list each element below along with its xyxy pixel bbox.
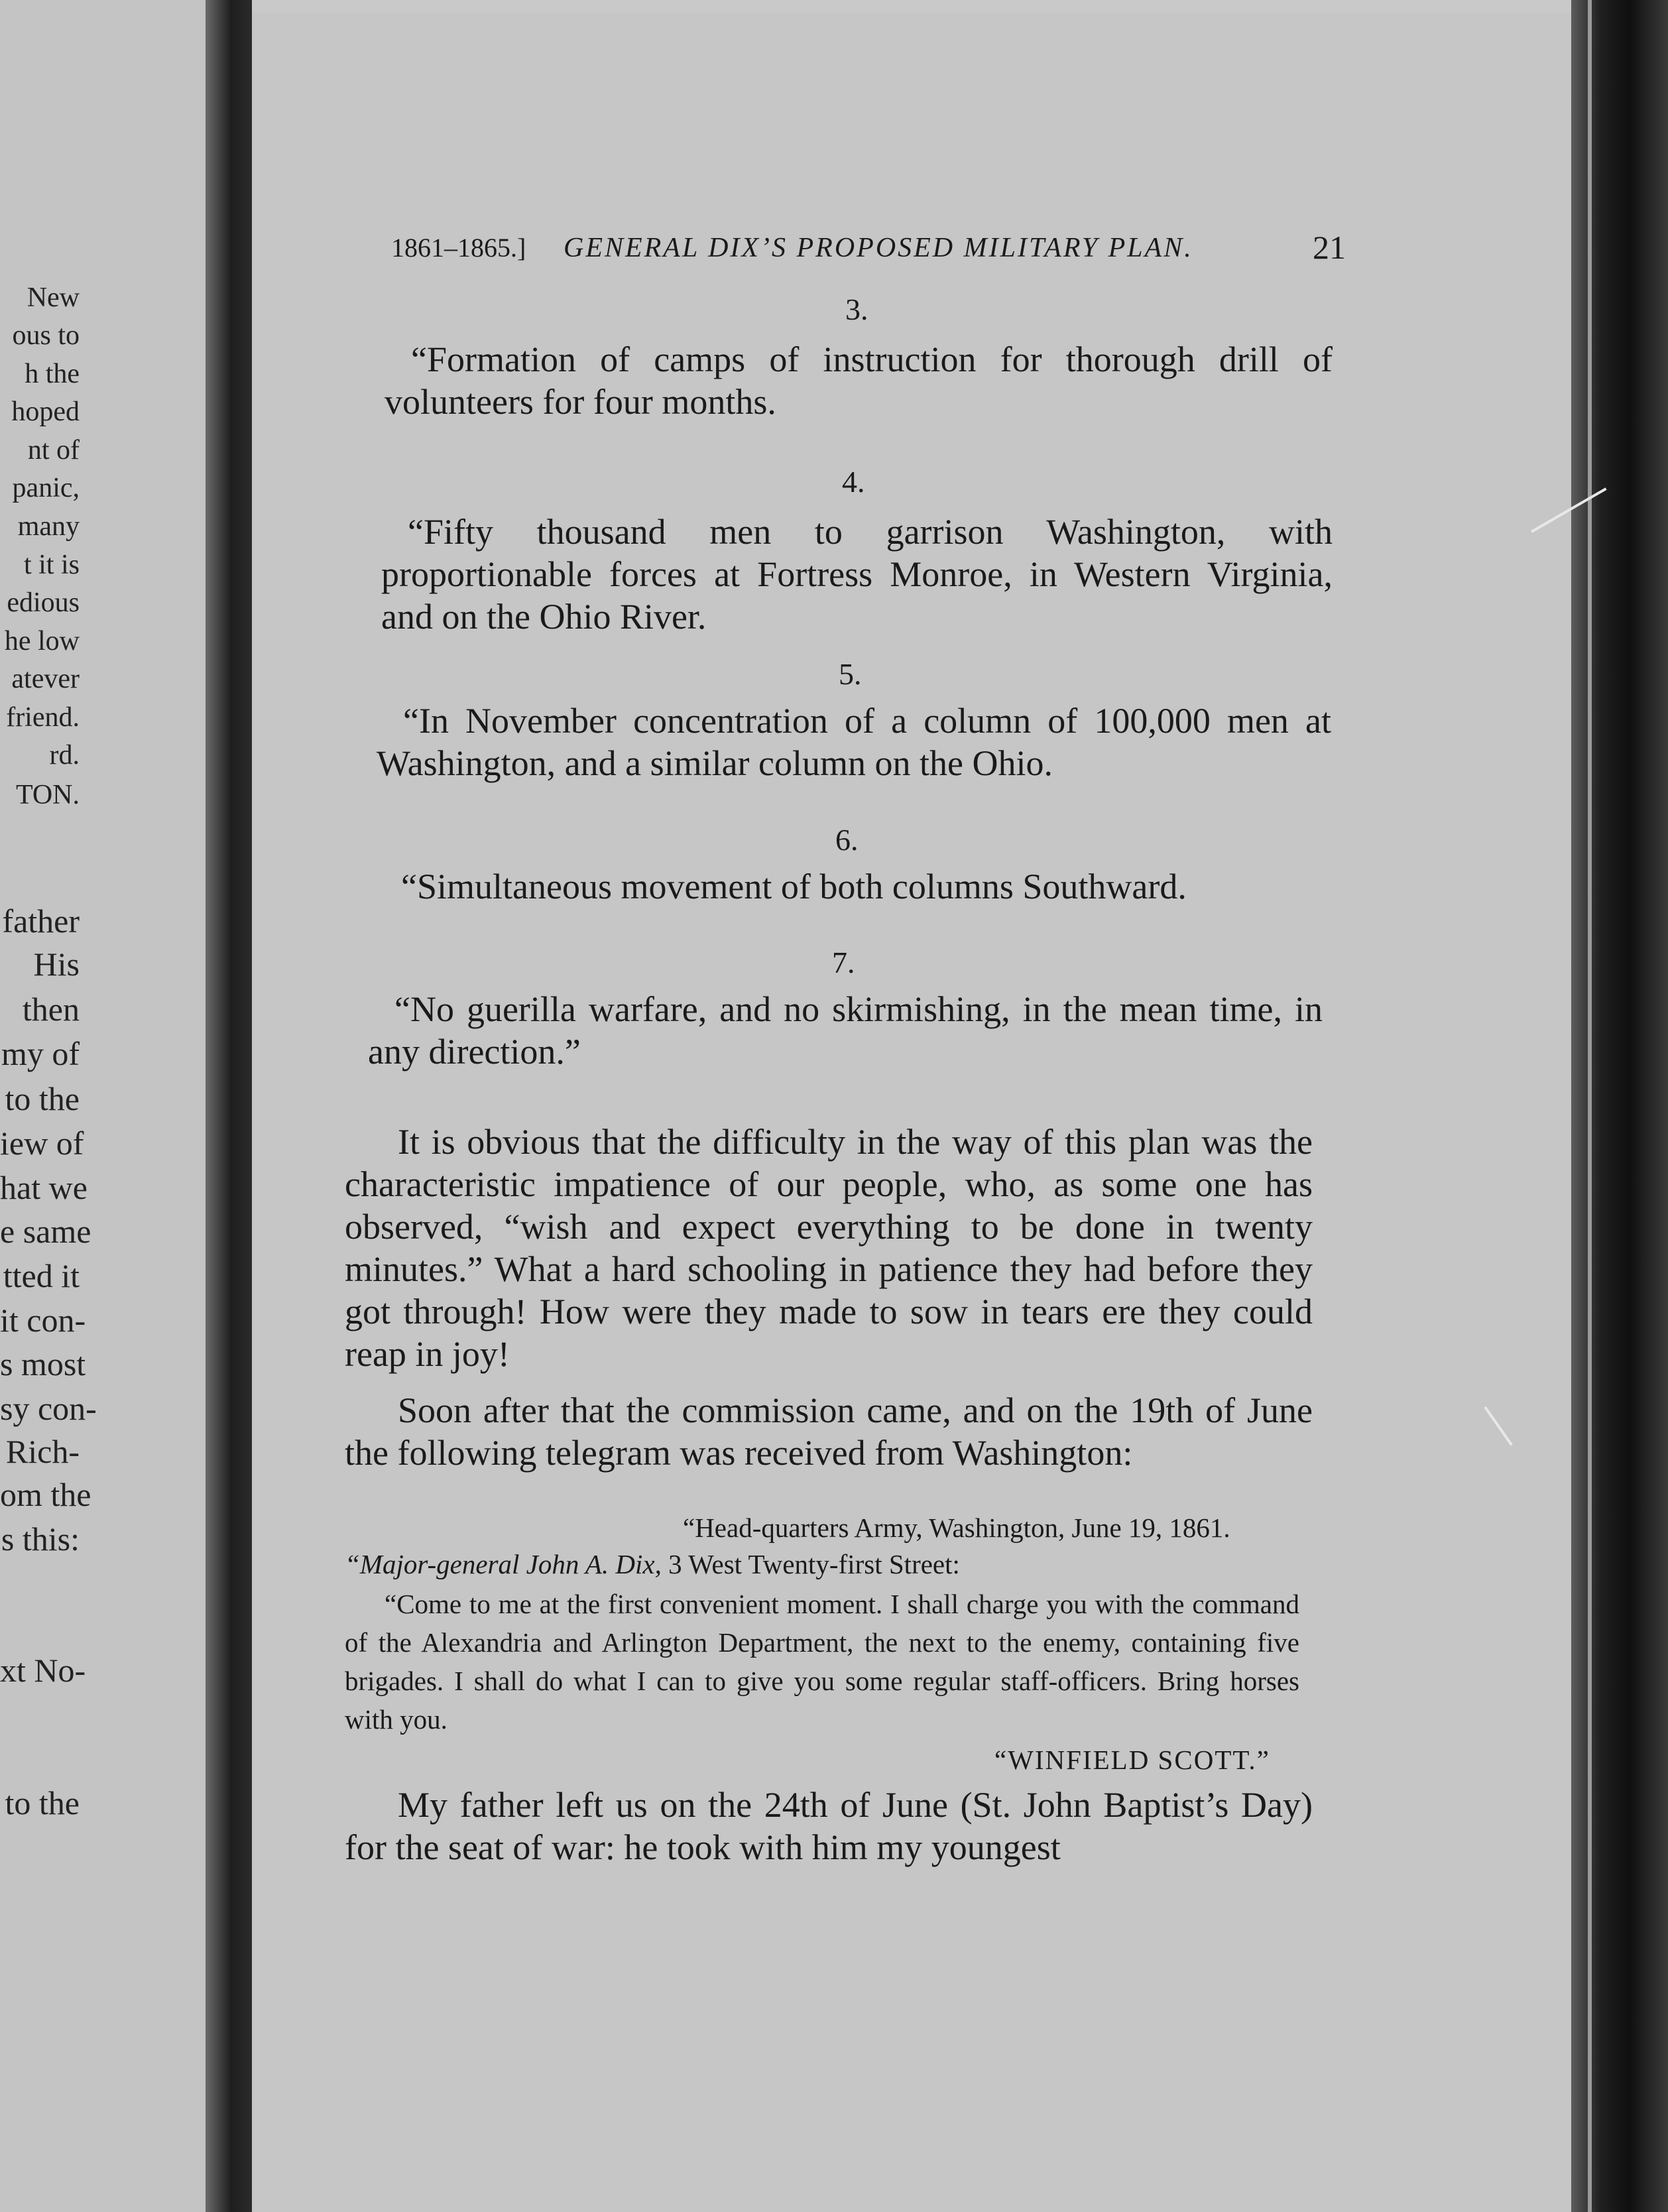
telegram-address xyxy=(345,1545,1313,1583)
telegram-signature: “WINFIELD SCOTT.” xyxy=(994,1745,1270,1775)
running-header xyxy=(391,229,1346,278)
left-page-line: e same xyxy=(0,1213,91,1250)
page-gutter xyxy=(206,0,252,2212)
telegram-street: 3 West Twenty-first Street: xyxy=(661,1549,960,1579)
book-binding xyxy=(1571,0,1668,2212)
left-page-line: panic, xyxy=(12,473,80,503)
left-page-line: hat we xyxy=(0,1169,88,1206)
page-number: 21 xyxy=(1313,229,1346,266)
left-page-line: nt of xyxy=(27,435,80,465)
plan-item: “In November concentration of a column of 100,000 men at Washington, and a similar column on the Ohio. xyxy=(377,701,1331,783)
telegram-addressee: “Major-general John A. Dix, xyxy=(345,1549,662,1579)
left-page-line: many xyxy=(17,511,80,542)
plan-number: 3. xyxy=(845,292,868,326)
plan-item: “No guerilla warfare, and no skirmishing, in the mean time, in any direction.” xyxy=(368,989,1323,1072)
left-page-line: TON. xyxy=(15,780,80,810)
left-page-line: iew of xyxy=(0,1125,84,1162)
telegram-dateline: “Head-quarters Army, Washington, June 19, 1861. xyxy=(683,1512,1230,1543)
left-page-line: ous to xyxy=(12,320,80,351)
header-title: GENERAL DIX’S PROPOSED MILITARY PLAN. xyxy=(564,233,1193,263)
left-page-line: it con- xyxy=(0,1302,86,1339)
body-paragraph: It is obvious that the difficulty in the way of this plan was the characteristic impatience of our people, who, as some one has observed, “wish and expect everything to be done in twenty minutes.” What a hard schooling in patience they had before they got through! How were they made to sow in tears ere they could reap in joy! xyxy=(345,1122,1313,1374)
plan-item: “Fifty thousand men to garrison Washington, with proportionable forces at Fortress Monroe, in Western Virginia, and on the Ohio River. xyxy=(381,512,1333,637)
telegram-message: “Come to me at the first convenient moment. I shall charge you with the command of the Alexandria and Arlington Department, the next to the enemy, containing five brigades. I shall do what I can to give you some regular staff-officers. Bring horses with you. xyxy=(345,1589,1299,1735)
header-years: 1861–1865.] xyxy=(391,233,526,263)
left-page-line: xt No- xyxy=(0,1652,86,1689)
left-page-line: New xyxy=(27,282,80,313)
left-page-line: s most xyxy=(0,1345,86,1382)
left-page-line: father xyxy=(2,902,80,940)
left-page-line: friend. xyxy=(6,702,80,733)
plan-number: 6. xyxy=(835,823,859,857)
body-paragraph: Soon after that the commission came, and on the 19th of June the following telegram was received from Washington: xyxy=(345,1390,1313,1473)
left-page-line: s this: xyxy=(1,1520,80,1558)
left-page-line: edious xyxy=(7,587,80,618)
left-page-line: h the xyxy=(25,359,80,389)
left-page-line: to the xyxy=(5,1080,80,1117)
plan-number: 7. xyxy=(832,946,855,979)
left-page-edge xyxy=(0,0,206,2212)
left-page-line: my of xyxy=(1,1035,80,1072)
left-page-line: sy con- xyxy=(0,1390,97,1427)
binding-edge xyxy=(1588,0,1592,2212)
plan-item: “Formation of camps of instruction for thorough drill of volunteers for four months. xyxy=(385,339,1333,422)
left-page-line: His xyxy=(33,946,80,983)
left-page-line: Rich- xyxy=(5,1433,80,1470)
plan-number: 5. xyxy=(839,657,862,691)
left-page-line: he low xyxy=(4,626,80,656)
left-page-line: rd. xyxy=(49,740,80,770)
closing-paragraph: My father left us on the 24th of June (St. John Baptist’s Day) for the seat of war: he took with him my youngest xyxy=(345,1785,1313,1867)
plan-number: 4. xyxy=(842,465,865,499)
plan-item: “Simultaneous movement of both columns Southward. xyxy=(401,867,1187,906)
left-page-line: to the xyxy=(5,1784,80,1821)
left-page-line: hoped xyxy=(11,397,80,427)
left-page-line: tted it xyxy=(3,1257,80,1294)
left-page-line: atever xyxy=(11,664,80,694)
left-page-line: t it is xyxy=(23,550,80,580)
left-page-line: then xyxy=(22,991,80,1028)
left-page-line: om the xyxy=(0,1476,91,1513)
